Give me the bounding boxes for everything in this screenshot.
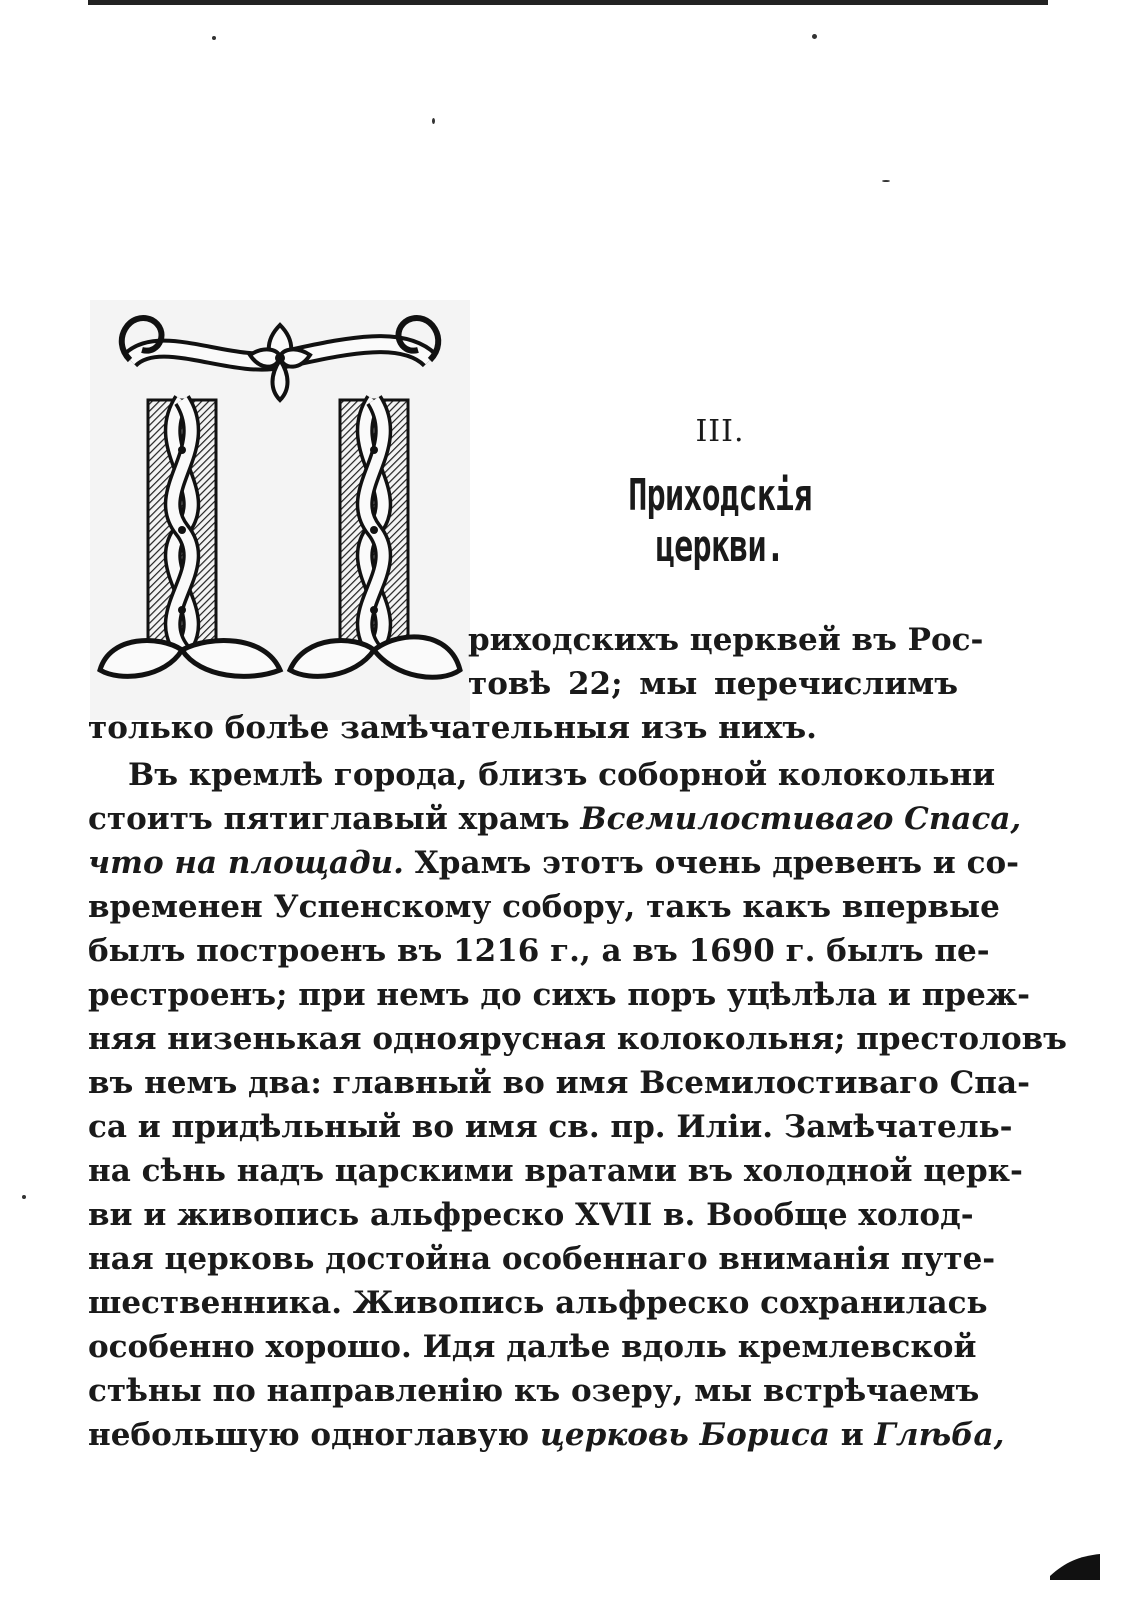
page-corner-mark — [1050, 1552, 1100, 1580]
body-line: Въ кремлѣ города, близъ соборной колокольни — [128, 757, 996, 793]
ink-speck — [882, 180, 890, 182]
italic-text: церковь Бориса — [540, 1417, 830, 1453]
ink-speck — [22, 1195, 26, 1199]
body-line: особенно хорошо. Идя далѣе вдоль кремлевской — [88, 1329, 977, 1365]
body-text: небольшую одноглавую — [88, 1417, 530, 1453]
body-line: былъ построенъ въ 1216 г., а въ 1690 г. былъ пе- — [88, 933, 990, 969]
body-text: и — [840, 1417, 864, 1453]
body-line — [88, 801, 1022, 837]
body-line: на сѣнь надъ царскими вратами въ холодной церк- — [88, 1153, 1023, 1189]
chapter-number: III. — [695, 414, 745, 449]
body-line: шественника. Живопись альфреско сохранилась — [88, 1285, 988, 1321]
body-line: ная церковь достойна особеннаго вниманія путе- — [88, 1241, 996, 1277]
body-line: рестроенъ; при немъ до сихъ поръ уцѣлѣла и преж- — [88, 977, 1030, 1013]
body-text: стоитъ пятиглавый храмъ — [88, 801, 570, 837]
drop-cap-illuminated-letter — [90, 300, 470, 720]
italic-text: Глѣба, — [874, 1417, 1005, 1453]
body-line: стѣны по направленію къ озеру, мы встрѣчаемъ — [88, 1373, 980, 1409]
body-line: товѣ 22; мы перечислимъ — [468, 666, 958, 702]
ink-speck — [432, 118, 435, 124]
italic-text: что на площади. — [88, 845, 404, 881]
body-line: риходскихъ церквей въ Рос- — [468, 622, 984, 658]
body-line: въ немъ два: главный во имя Всемилостиваго Спа- — [88, 1065, 1030, 1101]
body-line: са и придѣльный во имя св. пр. Иліи. Замѣчатель- — [88, 1109, 1013, 1145]
body-line: няя низенькая одноярусная колокольня; престоловъ — [88, 1021, 1067, 1057]
chapter-title: Приходскія церкви. — [628, 470, 812, 572]
ink-speck — [812, 34, 817, 39]
body-line: временен Успенскому собору, такъ какъ впервые — [88, 889, 1000, 925]
top-rule — [88, 0, 1048, 5]
body-line — [88, 845, 1020, 881]
ink-speck — [212, 36, 216, 40]
italic-text: Всемилостиваго Спаса, — [580, 801, 1022, 837]
body-line — [88, 1417, 1005, 1453]
body-text: Храмъ этотъ очень древенъ и со- — [414, 845, 1020, 881]
body-line: только болѣе замѣчательныя изъ нихъ. — [88, 710, 817, 746]
body-line: ви и живопись альфреско XVII в. Вообще холод- — [88, 1197, 974, 1233]
